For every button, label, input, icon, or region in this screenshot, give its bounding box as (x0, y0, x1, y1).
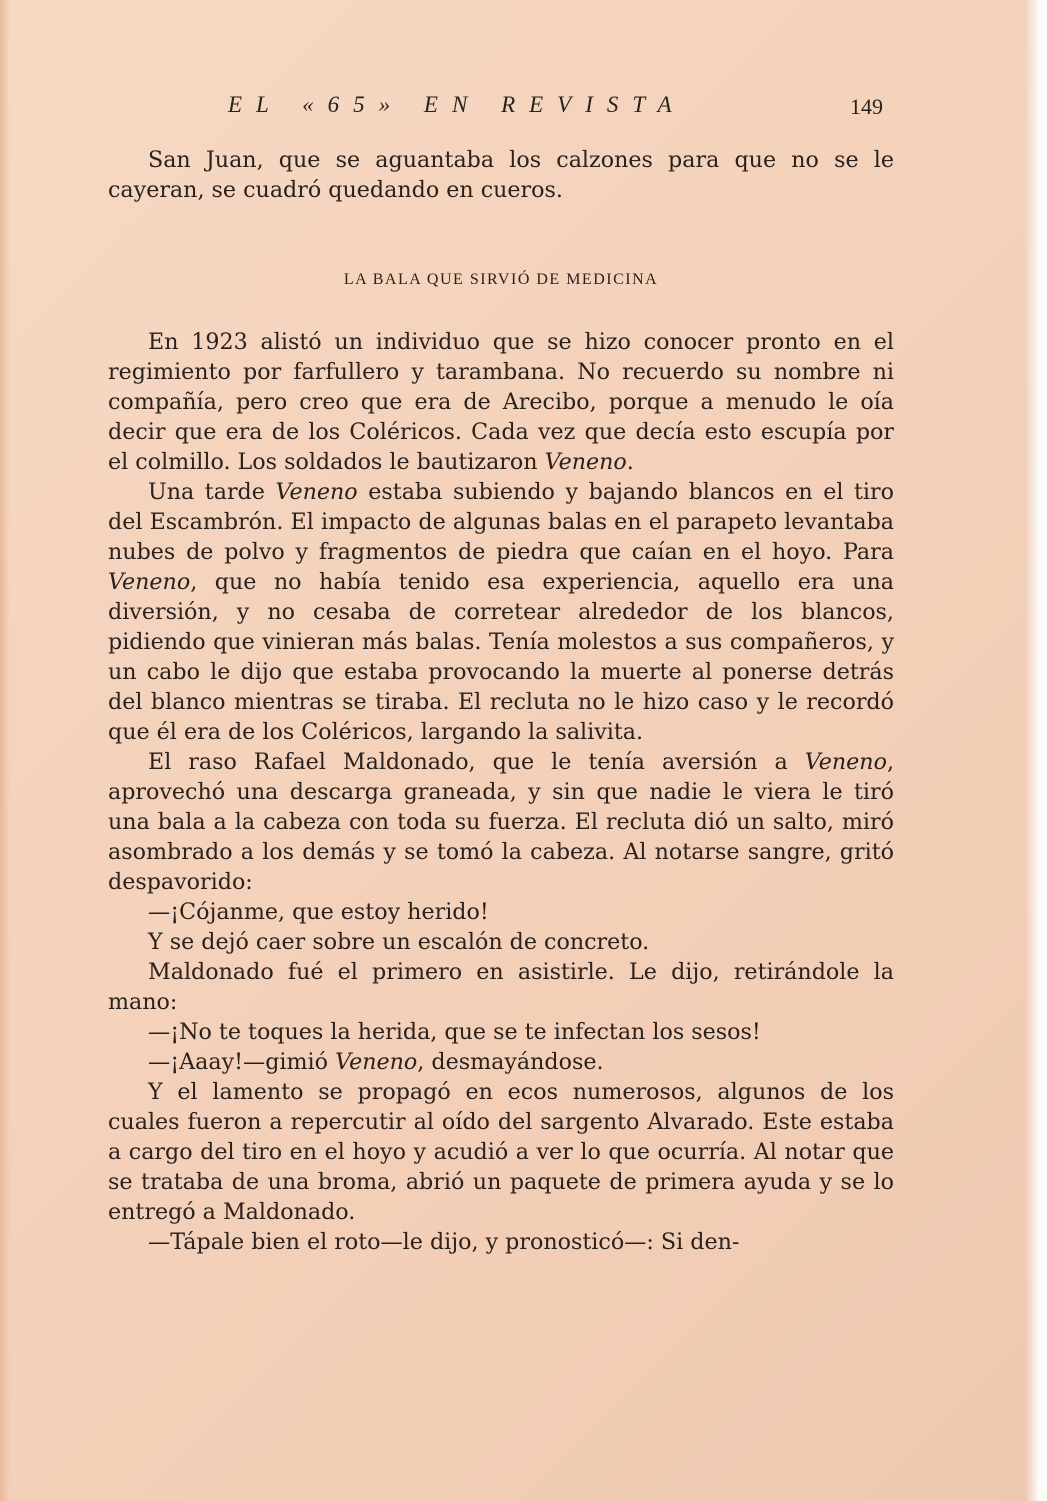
section-title: LA BALA QUE SIRVIÓ DE MEDICINA (343, 271, 659, 288)
paragraph (108, 747, 894, 897)
text-run: Una tarde (148, 479, 276, 505)
text-run: —¡Aaay!—gimió (148, 1049, 336, 1075)
page-number: 149 (850, 94, 883, 119)
paragraph (108, 327, 894, 477)
text-run: , que no había tenido esa experiencia, aquello era una diversión, y no cesaba de corretear alrededor de los blancos, pidiendo que vinieran más balas. Tenía molestos a sus compañeros, y un cabo le dijo que estaba provocando la muerte al ponerse detrás del blanco mientras se tiraba. El recluta no le hizo caso y le recordó que él era de los Coléricos, largando la salivita. (108, 569, 894, 745)
nickname: Veneno (544, 449, 627, 475)
running-head: EL «65» EN REVISTA (228, 92, 686, 117)
text-run: En 1923 alistó un individuo que se hizo conocer pronto en el regimiento por farfullero y tarambana. No recuerdo su nombre ni compañía, pero creo que era de Arecibo, porque a menudo le oía decir que era de los Coléricos. Cada vez que decía esto escupía por el colmillo. Los soldados le bautizaron (108, 329, 894, 475)
nickname: Veneno (804, 749, 887, 775)
nickname: Veneno (108, 569, 191, 595)
paragraph (108, 477, 894, 747)
dialogue-line (108, 1047, 894, 1077)
paragraph: Maldonado fué el primero en asistirle. Le dijo, retirándole la mano: (108, 959, 894, 1015)
nickname: Veneno (275, 479, 358, 505)
page-body (108, 145, 894, 1257)
paragraph: Y se dejó caer sobre un escalón de concreto. (148, 929, 650, 955)
dialogue-line: —¡No te toques la herida, que se te infectan los sesos! (148, 1019, 761, 1045)
text-run: , desmayándose. (417, 1049, 604, 1075)
text-run: , aprovechó una descarga graneada, y sin que nadie le viera le tiró una bala a la cabeza con toda su fuerza. El recluta dió un salto, miró asombrado a los demás y se tomó la cabeza. Al notarse sangre, gritó despavorido: (108, 749, 894, 895)
text-run: . (626, 449, 634, 475)
dialogue-line: —Tápale bien el roto—le dijo, y pronosticó—: Si den- (148, 1229, 740, 1255)
text-run: El raso Rafael Maldonado, que le tenía aversión a (148, 749, 805, 775)
dialogue-line: —¡Cójanme, que estoy herido! (148, 899, 489, 925)
paragraph: Y el lamento se propagó en ecos numerosos, algunos de los cuales fueron a repercutir al oído del sargento Alvarado. Este estaba a cargo del tiro en el hoyo y acudió a ver lo que ocurría. Al notar que se trataba de una broma, abrió un paquete de primera ayuda y se lo entregó a Maldonado. (108, 1079, 894, 1225)
paragraph: San Juan, que se aguantaba los calzones para que no se le cayeran, se cuadró quedando en cueros. (108, 147, 894, 203)
nickname: Veneno (335, 1049, 418, 1075)
text-run: estaba subiendo y bajando blancos en el tiro del Escambrón. El impacto de algunas balas en el parapeto levantaba nubes de polvo y fragmentos de piedra que caían en el hoyo. Para (108, 479, 894, 565)
